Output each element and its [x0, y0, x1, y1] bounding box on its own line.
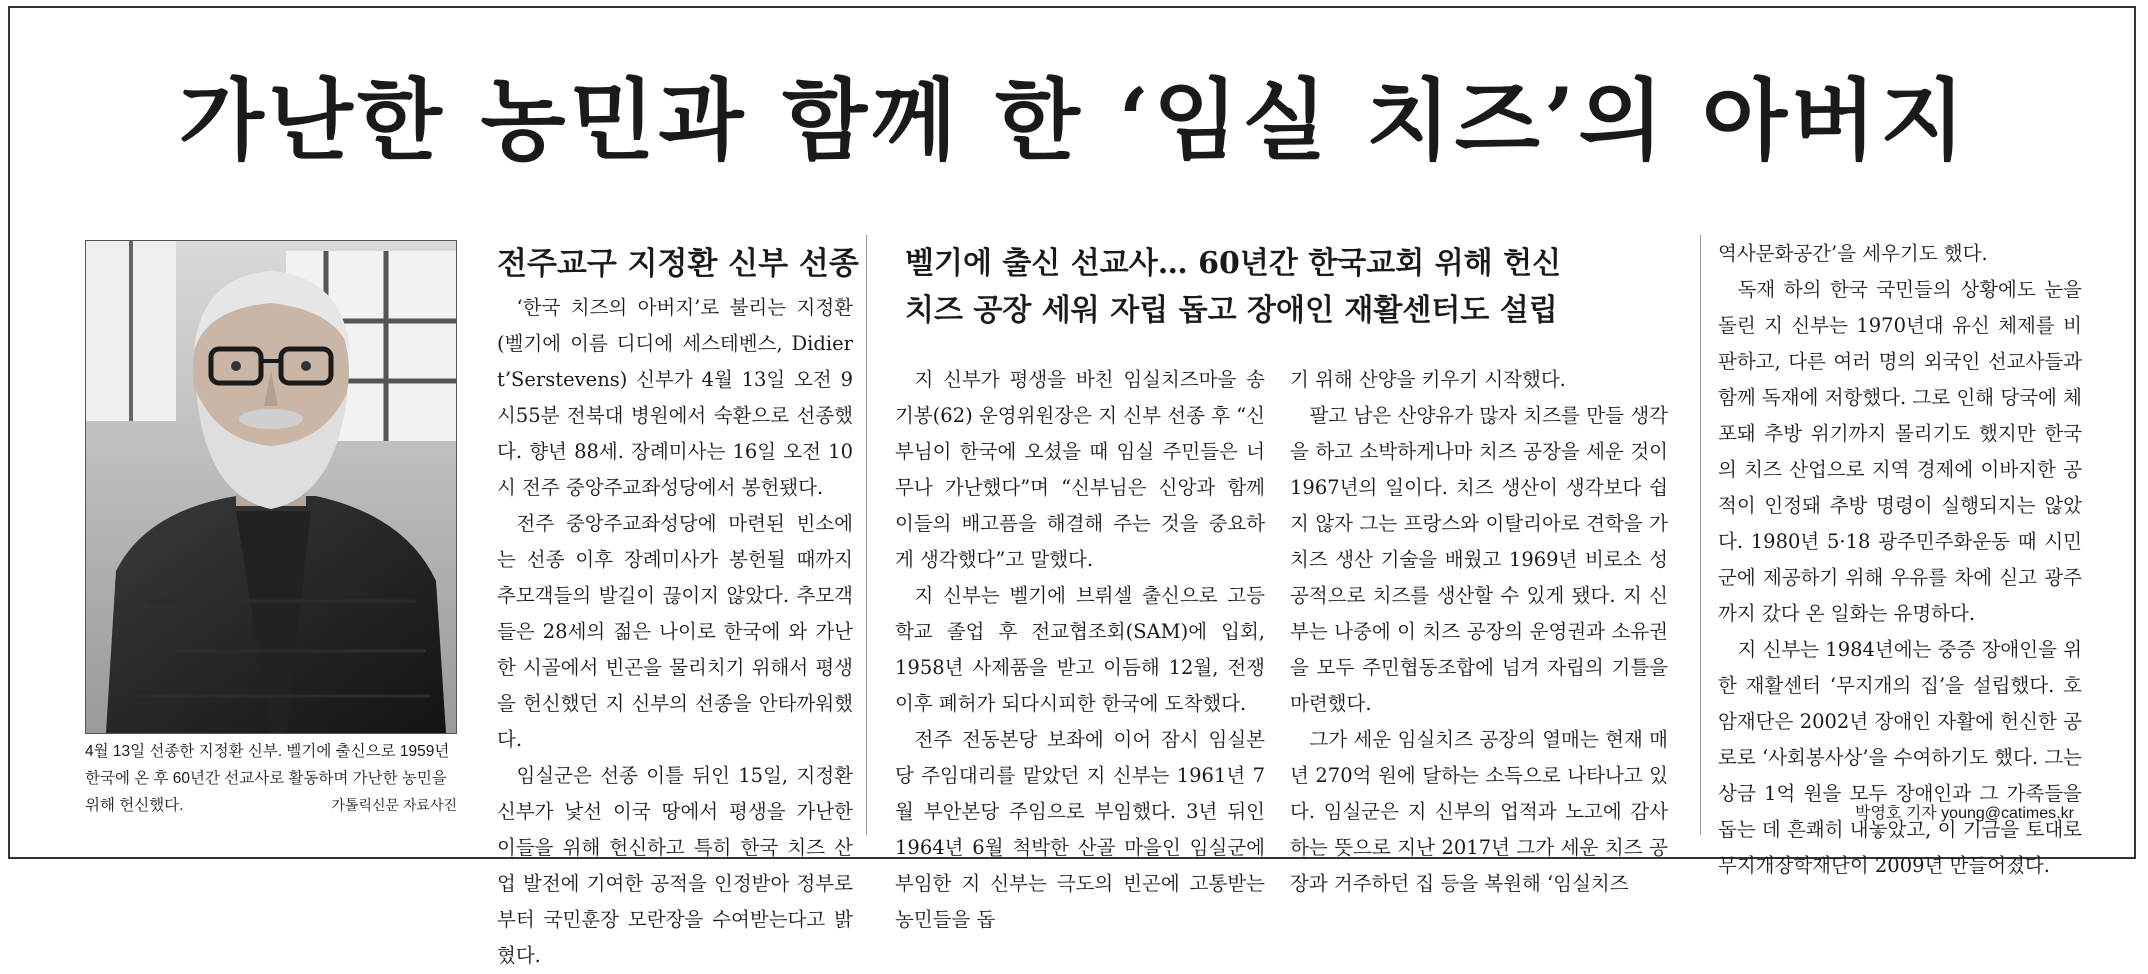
article-column-2	[895, 362, 1265, 938]
article-column-4	[1700, 236, 2082, 884]
portrait-illustration	[86, 241, 456, 733]
subhead-right-line2: 치즈 공장 세워 자립 돕고 장애인 재활센터도 설립	[905, 293, 1558, 328]
paragraph: 지 신부는 벨기에 브뤼셀 출신으로 고등학교 졸업 후 전교협조회(SAM)에 입회, 1958년 사제품을 받고 이듬해 12월, 전쟁 이후 폐허가 되다시피한 한국에 도착했다.	[895, 584, 1265, 715]
paragraph-continued: 역사문화공간’을 세우기도 했다.	[1718, 242, 1988, 265]
portrait-photo	[85, 240, 457, 734]
photo-credit: 가톨릭신문 자료사진	[331, 797, 457, 813]
photo-caption	[85, 738, 457, 819]
paragraph: 전주 중앙주교좌성당에 마련된 빈소에는 선종 이후 장례미사가 봉헌될 때까지 추모객들의 발길이 끊이지 않았다. 추모객들은 28세의 젊은 나이로 한국에 와 가난한 시골에서 빈곤을 물리치기 위해서 평생을 헌신했던 지 신부의 선종을 안타까워했다.	[497, 512, 853, 751]
column-divider	[866, 235, 867, 835]
photo-caption-text: 4월 13일 선종한 지정환 신부. 벨기에 출신으로 1959년 한국에 온 후 60년간 선교사로 활동하며 가난한 농민을 위해 헌신했다.	[85, 743, 450, 814]
paragraph: 임실군은 선종 이틀 뒤인 15일, 지정환 신부가 낯선 이국 땅에서 평생을 가난한 이들을 위해 헌신하고 특히 한국 치즈 산업 발전에 기여한 공적을 인정받아 정부로부터 국민훈장 모란장을 수여받는다고 밝혔다.	[497, 764, 853, 967]
paragraph: 전주 전동본당 보좌에 이어 잠시 임실본당 주임대리를 맡았던 지 신부는 1961년 7월 부안본당 주임으로 부임했다. 3년 뒤인 1964년 6월 척박한 산골 마을인 임실군에 부임한 지 신부는 극도의 빈곤에 고통받는 농민들을 돕	[895, 728, 1265, 931]
paragraph: ‘한국 치즈의 아버지’로 불리는 지정환(벨기에 이름 디디에 세스테벤스, Didier t’Serstevens) 신부가 4월 13일 오전 9시55분 전북대 병원에서 숙환으로 선종했다. 향년 88세. 장례미사는 16일 오전 10시 전주 중앙주교좌성당에서 봉헌됐다.	[497, 296, 853, 499]
subhead-left: 전주교구 지정환 신부 선종	[497, 246, 859, 282]
article-column-3	[1290, 362, 1668, 902]
subhead-right-line1: 벨기에 출신 선교사… 60년간 한국교회 위해 헌신	[905, 246, 1562, 281]
paragraph-continued: 기 위해 산양을 키우기 시작했다.	[1290, 368, 1566, 391]
paragraph: 독재 하의 한국 국민들의 상황에도 눈을 돌린 지 신부는 1970년대 유신 체제를 비판하고, 다른 여러 명의 외국인 선교사들과 함께 독재에 저항했다. 그로 인해 당국에 체포돼 추방 위기까지 몰리기도 했지만 한국의 치즈 산업으로 지역 경제에 이바지한 공적이 인정돼 추방 명령이 실행되지는 않았다. 1980년 5·18 광주민주화운동 때 시민군에 제공하기 위해 우유를 차에 싣고 광주까지 갔다 온 일화는 유명하다.	[1718, 278, 2082, 625]
paragraph: 그가 세운 임실치즈 공장의 열매는 현재 매년 270억 원에 달하는 소득으로 나타나고 있다. 임실군은 지 신부의 업적과 노고에 감사하는 뜻으로 지난 2017년 그가 세운 치즈 공장과 거주하던 집 등을 복원해 ‘임실치즈	[1290, 728, 1668, 895]
paragraph: 지 신부는 1984년에는 중증 장애인을 위한 재활센터 ‘무지개의 집’을 설립했다. 호암재단은 2002년 장애인 자활에 헌신한 공로로 ‘사회봉사상’을 수여하기도 했다. 그는 상금 1억 원을 모두 장애인과 그 가족들을 돕는 데 흔쾌히 내놓았고, 이 기금을 토대로 무지개장학재단이 2009년 만들어졌다.	[1718, 638, 2082, 877]
article-column-1	[497, 290, 853, 974]
paragraph: 지 신부가 평생을 바친 임실치즈마을 송기봉(62) 운영위원장은 지 신부 선종 후 “신부님이 한국에 오셨을 때 임실 주민들은 너무나 가난했다”며 “신부님은 신앙과 함께 이들의 배고픔을 해결해 주는 것을 중요하게 생각했다”고 말했다.	[895, 368, 1265, 571]
headline: 가난한 농민과 함께 한 ‘임실 치즈’의 아버지	[178, 68, 1970, 172]
byline: 박영호 기자 young@catimes.kr	[1855, 805, 2074, 822]
paragraph: 팔고 남은 산양유가 많자 치즈를 만들 생각을 하고 소박하게나마 치즈 공장을 세운 것이 1967년의 일이다. 치즈 생산이 생각보다 쉽지 않자 그는 프랑스와 이탈리아로 견학을 가 치즈 생산 기술을 배웠고 1969년 비로소 성공적으로 치즈를 생산할 수 있게 됐다. 지 신부는 나중에 이 치즈 공장의 운영권과 소유권을 모두 주민협동조합에 넘겨 자립의 기틀을 마련했다.	[1290, 404, 1668, 715]
